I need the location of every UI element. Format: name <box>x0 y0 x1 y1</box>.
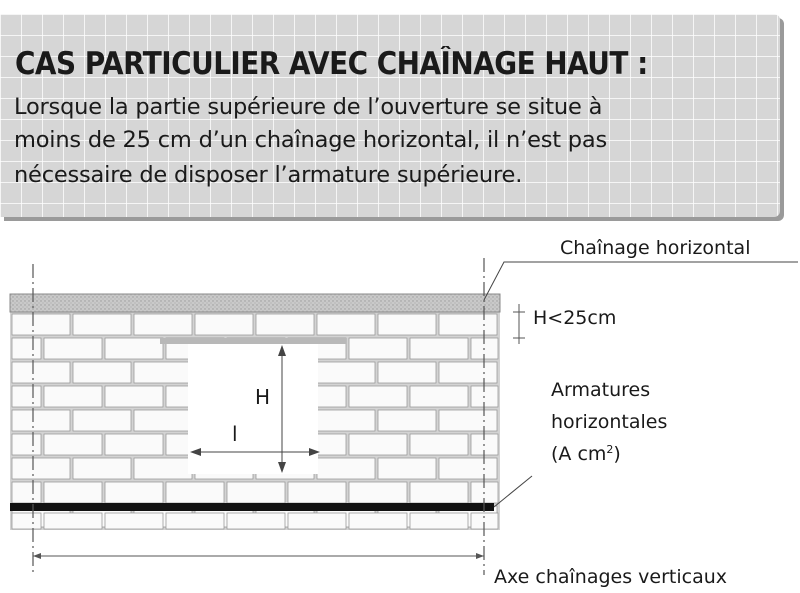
brick <box>105 513 163 529</box>
panel-text-line-3: nécessaire de disposer l’armature supérieure. <box>14 162 523 188</box>
brick <box>12 386 41 407</box>
brick <box>166 513 224 529</box>
brick <box>105 386 163 407</box>
panel-title: CAS PARTICULIER AVEC CHAÎNAGE HAUT : <box>15 46 648 82</box>
area-exponent: 2 <box>606 443 614 456</box>
brick <box>410 386 468 407</box>
brick <box>44 434 102 455</box>
brick <box>44 338 102 359</box>
brick <box>288 513 346 529</box>
brick <box>134 314 192 335</box>
brick <box>410 434 468 455</box>
brick <box>317 458 375 479</box>
horizontal-reinforcement-bar <box>10 503 494 511</box>
brick <box>166 482 224 503</box>
brick <box>378 362 436 383</box>
brick <box>410 338 468 359</box>
brick <box>12 513 41 529</box>
area-suffix: ) <box>613 443 621 465</box>
brick <box>227 513 285 529</box>
brick <box>73 458 131 479</box>
brick <box>105 338 163 359</box>
brick <box>44 482 102 503</box>
brick <box>134 410 192 431</box>
brick <box>12 434 41 455</box>
axis-arrow-left <box>33 553 41 559</box>
brick <box>73 410 131 431</box>
brick <box>73 362 131 383</box>
brick <box>349 513 407 529</box>
brick <box>378 314 436 335</box>
label-armatures-line-1: Armatures <box>551 379 651 401</box>
label-height-limit: H<25cm <box>533 307 617 329</box>
brick <box>227 482 285 503</box>
brick <box>349 338 407 359</box>
brick <box>349 386 407 407</box>
brick <box>12 362 70 383</box>
window-opening <box>188 342 318 474</box>
label-opening-width: l <box>232 422 238 446</box>
brick <box>256 314 314 335</box>
label-armatures-area <box>551 442 621 466</box>
brick <box>44 513 102 529</box>
brick <box>12 314 70 335</box>
brick <box>349 434 407 455</box>
brick <box>410 513 468 529</box>
area-prefix: (A cm <box>551 443 607 465</box>
brick <box>12 458 70 479</box>
brick <box>12 338 41 359</box>
brick <box>12 482 41 503</box>
brick <box>439 410 497 431</box>
brick <box>317 362 375 383</box>
brick <box>378 410 436 431</box>
brick <box>410 482 468 503</box>
brick <box>439 314 497 335</box>
axis-arrow-right <box>476 553 484 559</box>
brick <box>349 482 407 503</box>
label-axis-chainages: Axe chaînages verticaux <box>494 566 728 588</box>
brick <box>439 458 497 479</box>
brick <box>317 410 375 431</box>
label-opening-height: H <box>255 385 271 409</box>
brick <box>12 410 70 431</box>
brick <box>105 482 163 503</box>
brick <box>317 314 375 335</box>
brick <box>134 362 192 383</box>
horizontal-chainage <box>10 294 500 312</box>
brick <box>44 386 102 407</box>
opening-lintel <box>160 338 346 344</box>
chainage-leader <box>484 262 798 300</box>
brick <box>105 434 163 455</box>
label-chainage-horizontal: Chaînage horizontal <box>560 237 751 259</box>
panel-text-line-2: moins de 25 cm d’un chaînage horizontal, il n’est pas <box>14 127 607 153</box>
brick <box>134 458 192 479</box>
label-armatures-line-2: horizontales <box>551 411 668 433</box>
panel-text-line-1: Lorsque la partie supérieure de l’ouverture se situe à <box>14 94 603 120</box>
brick <box>378 458 436 479</box>
brick <box>73 314 131 335</box>
brick <box>195 314 253 335</box>
brick <box>439 362 497 383</box>
brick <box>288 482 346 503</box>
